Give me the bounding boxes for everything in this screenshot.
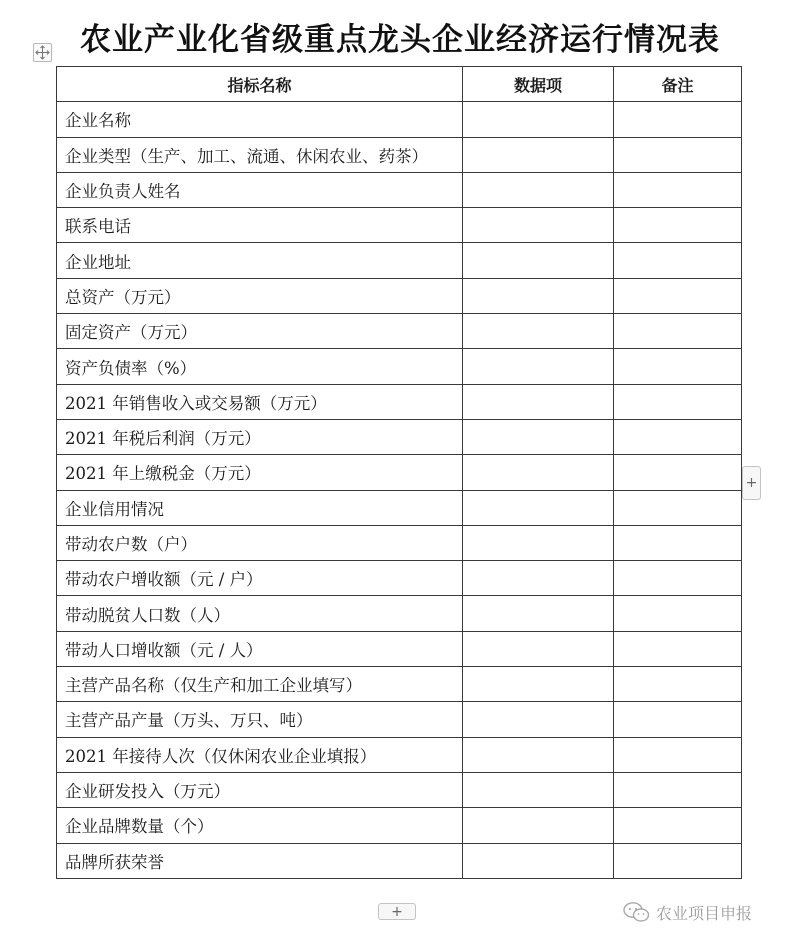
data-value-cell[interactable]: [463, 596, 614, 631]
indicator-label-cell: 企业研发投入（万元）: [57, 772, 463, 807]
data-value-cell[interactable]: [463, 278, 614, 313]
indicator-label-cell: 主营产品名称（仅生产和加工企业填写）: [57, 667, 463, 702]
add-column-button[interactable]: +: [742, 466, 761, 500]
move-icon: [35, 45, 50, 60]
data-value-cell[interactable]: [463, 349, 614, 384]
indicator-label-cell: 主营产品产量（万头、万只、吨）: [57, 702, 463, 737]
data-value-cell[interactable]: [463, 243, 614, 278]
header-data-item: 数据项: [463, 67, 614, 102]
data-value-cell[interactable]: [463, 137, 614, 172]
table-row: [57, 525, 742, 560]
watermark-text: 农业项目申报: [656, 903, 753, 923]
table-row: [57, 137, 742, 172]
header-indicator-name: 指标名称: [57, 67, 463, 102]
header-remark: 备注: [614, 67, 742, 102]
data-value-cell[interactable]: [463, 702, 614, 737]
indicator-label-cell: 固定资产（万元）: [57, 314, 463, 349]
indicator-label-cell: 企业信用情况: [57, 490, 463, 525]
table-row: [57, 702, 742, 737]
table-row: [57, 596, 742, 631]
data-value-cell[interactable]: [463, 525, 614, 560]
remark-cell[interactable]: [614, 561, 742, 596]
indicator-label-cell: 资产负债率（%）: [57, 349, 463, 384]
data-value-cell[interactable]: [463, 737, 614, 772]
data-value-cell[interactable]: [463, 208, 614, 243]
table-row: [57, 172, 742, 207]
table-header-row: [57, 67, 742, 102]
table-row: [57, 419, 742, 454]
remark-cell[interactable]: [614, 808, 742, 843]
indicator-label-cell: 品牌所获荣誉: [57, 843, 463, 878]
remark-cell[interactable]: [614, 631, 742, 666]
data-value-cell[interactable]: [463, 102, 614, 137]
remark-cell[interactable]: [614, 737, 742, 772]
data-value-cell[interactable]: [463, 772, 614, 807]
remark-cell[interactable]: [614, 172, 742, 207]
data-value-cell[interactable]: [463, 455, 614, 490]
remark-cell[interactable]: [614, 278, 742, 313]
data-value-cell[interactable]: [463, 490, 614, 525]
table-row: [57, 561, 742, 596]
remark-cell[interactable]: [614, 419, 742, 454]
remark-cell[interactable]: [614, 208, 742, 243]
table-row: [57, 102, 742, 137]
data-value-cell[interactable]: [463, 172, 614, 207]
indicator-label-cell: 总资产（万元）: [57, 278, 463, 313]
data-value-cell[interactable]: [463, 631, 614, 666]
table-row: [57, 208, 742, 243]
watermark: [622, 899, 752, 925]
table-row: [57, 455, 742, 490]
table-row: [57, 843, 742, 878]
page-title: 农业产业化省级重点龙头企业经济运行情况表: [80, 22, 720, 58]
remark-cell[interactable]: [614, 243, 742, 278]
indicator-label-cell: 带动农户数（户）: [57, 525, 463, 560]
indicator-label-cell: 2021 年上缴税金（万元）: [57, 455, 463, 490]
remark-cell[interactable]: [614, 137, 742, 172]
indicator-label-cell: 企业地址: [57, 243, 463, 278]
indicator-label-cell: 企业类型（生产、加工、流通、休闲农业、药茶）: [57, 137, 463, 172]
indicator-label-cell: 2021 年税后利润（万元）: [57, 419, 463, 454]
table-row: [57, 808, 742, 843]
table-row: [57, 667, 742, 702]
data-value-cell[interactable]: [463, 314, 614, 349]
data-value-cell[interactable]: [463, 384, 614, 419]
remark-cell[interactable]: [614, 349, 742, 384]
remark-cell[interactable]: [614, 596, 742, 631]
table-row: [57, 631, 742, 666]
table-row: [57, 243, 742, 278]
table-row: [57, 278, 742, 313]
data-value-cell[interactable]: [463, 561, 614, 596]
indicator-label-cell: 带动脱贫人口数（人）: [57, 596, 463, 631]
remark-cell[interactable]: [614, 490, 742, 525]
indicator-label-cell: 2021 年销售收入或交易额（万元）: [57, 384, 463, 419]
wechat-icon: [622, 901, 650, 923]
remark-cell[interactable]: [614, 667, 742, 702]
indicator-label-cell: 企业品牌数量（个）: [57, 808, 463, 843]
table-row: [57, 737, 742, 772]
table-row: [57, 314, 742, 349]
data-value-cell[interactable]: [463, 843, 614, 878]
remark-cell[interactable]: [614, 455, 742, 490]
remark-cell[interactable]: [614, 314, 742, 349]
indicator-label-cell: 带动农户增收额（元 / 户）: [57, 561, 463, 596]
table-row: [57, 490, 742, 525]
table-row: [57, 772, 742, 807]
data-value-cell[interactable]: [463, 808, 614, 843]
remark-cell[interactable]: [614, 843, 742, 878]
remark-cell[interactable]: [614, 772, 742, 807]
indicator-label-cell: 联系电话: [57, 208, 463, 243]
indicator-label-cell: 企业负责人姓名: [57, 172, 463, 207]
table-move-handle[interactable]: [33, 43, 52, 62]
remark-cell[interactable]: [614, 702, 742, 737]
data-value-cell[interactable]: [463, 667, 614, 702]
table-row: [57, 384, 742, 419]
add-row-button[interactable]: +: [378, 903, 416, 920]
remark-cell[interactable]: [614, 384, 742, 419]
indicator-label-cell: 2021 年接待人次（仅休闲农业企业填报）: [57, 737, 463, 772]
data-value-cell[interactable]: [463, 419, 614, 454]
indicator-table: [56, 66, 742, 879]
table-row: [57, 349, 742, 384]
indicator-label-cell: 企业名称: [57, 102, 463, 137]
indicator-label-cell: 带动人口增收额（元 / 人）: [57, 631, 463, 666]
remark-cell[interactable]: [614, 525, 742, 560]
remark-cell[interactable]: [614, 102, 742, 137]
